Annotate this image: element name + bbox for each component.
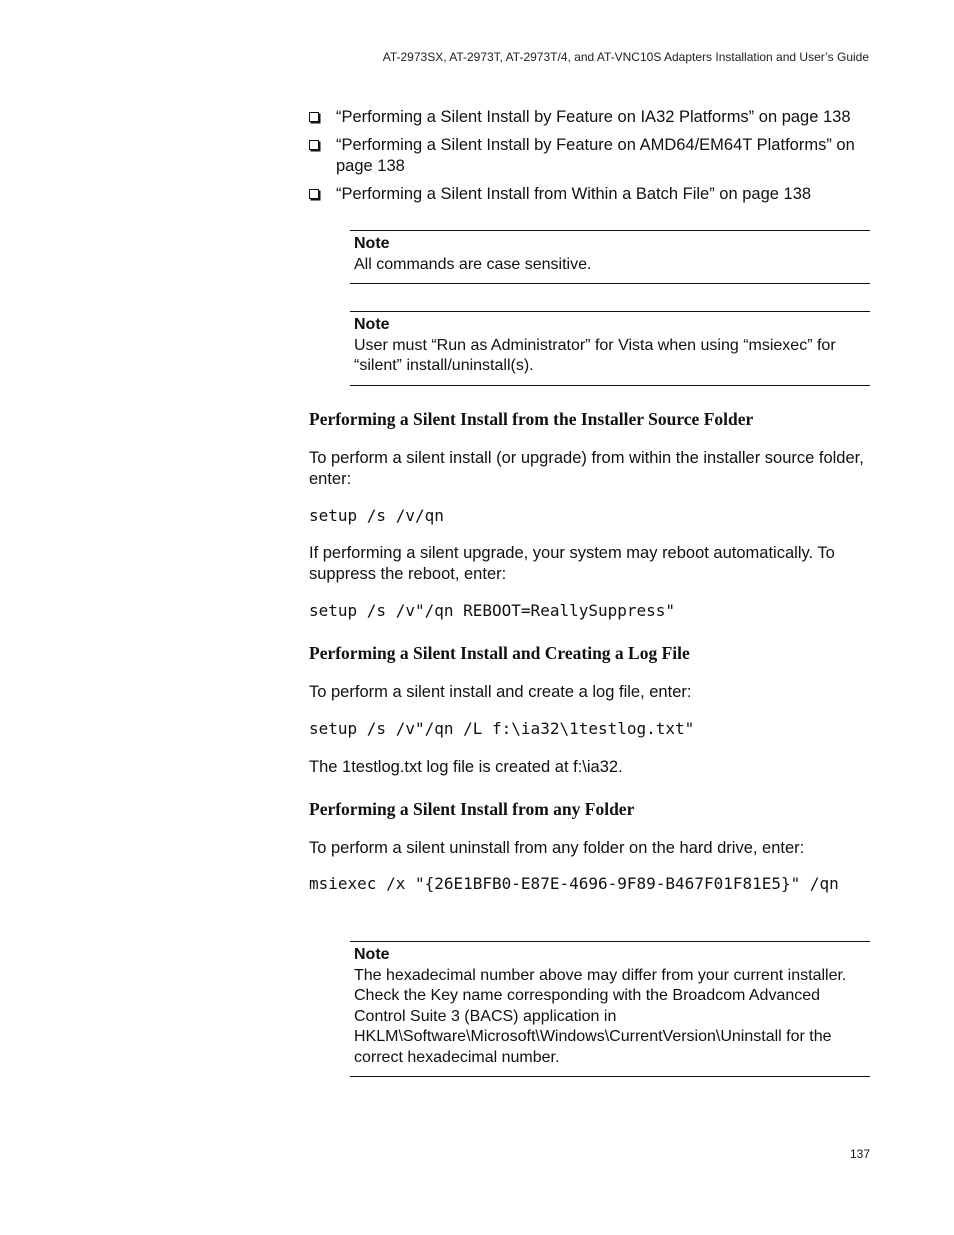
list-item xyxy=(308,135,873,177)
list-item-text: “Performing a Silent Install from Within a Batch File” on page 138 xyxy=(336,185,812,203)
checkbox-bullet-icon xyxy=(309,140,319,150)
note-body: User must “Run as Administrator” for Vista when using “msiexec” for “silent” install/uninstall(s). xyxy=(354,336,836,374)
paragraph: To perform a silent uninstall from any folder on the hard drive, enter: xyxy=(309,839,805,857)
note-title: Note xyxy=(354,946,390,963)
paragraph: To perform a silent install (or upgrade) from within the installer source folder, enter: xyxy=(309,449,864,488)
checkbox-bullet-icon xyxy=(309,189,319,199)
paragraph: To perform a silent install and create a log file, enter: xyxy=(309,683,692,701)
list-item-text: “Performing a Silent Install by Feature on AMD64/EM64T Platforms” on page 138 xyxy=(336,136,855,175)
page-number: 137 xyxy=(850,1147,871,1161)
checkbox-bullet-icon xyxy=(309,112,319,122)
section-heading: Performing a Silent Install and Creating a Log File xyxy=(309,643,690,663)
cross-reference-list xyxy=(308,107,873,212)
note-body: The hexadecimal number above may differ from your current installer. Check the Key name corresponding with the Broadcom Advanced Control Suite 3 (BACS) application in HKLM\Software\Microsoft\Windows\CurrentVersion\Uninstall for the correct hexadecimal number. xyxy=(354,966,847,1066)
list-item xyxy=(308,184,873,205)
list-item xyxy=(308,107,873,128)
note-run-as-admin xyxy=(350,311,870,386)
code-line: setup /s /v/qn xyxy=(309,506,444,525)
running-header: AT-2973SX, AT-2973T, AT-2973T/4, and AT-VNC10S Adapters Installation and User’s Guide xyxy=(382,50,869,64)
code-line: setup /s /v"/qn /L f:\ia32\1testlog.txt" xyxy=(309,719,695,738)
code-block: msiexec /x "{26E1BFB0-E87E-4696-9F89-B467F01F81E5}" /qn xyxy=(309,874,839,893)
paragraph: The 1testlog.txt log file is created at f:\ia32. xyxy=(309,758,623,776)
note-case-sensitive xyxy=(350,230,870,284)
note-title: Note xyxy=(354,235,390,252)
paragraph: If performing a silent upgrade, your system may reboot automatically. To suppress the reboot, enter: xyxy=(309,544,835,583)
list-item-text: “Performing a Silent Install by Feature on IA32 Platforms” on page 138 xyxy=(336,108,851,126)
section-heading: Performing a Silent Install from any Folder xyxy=(309,799,635,819)
code-line: setup /s /v"/qn REBOOT=ReallySuppress" xyxy=(309,601,676,620)
note-hexadecimal-key xyxy=(350,941,870,1077)
section-heading: Performing a Silent Install from the Installer Source Folder xyxy=(309,409,754,429)
note-title: Note xyxy=(354,316,390,333)
note-body: All commands are case sensitive. xyxy=(354,255,592,273)
